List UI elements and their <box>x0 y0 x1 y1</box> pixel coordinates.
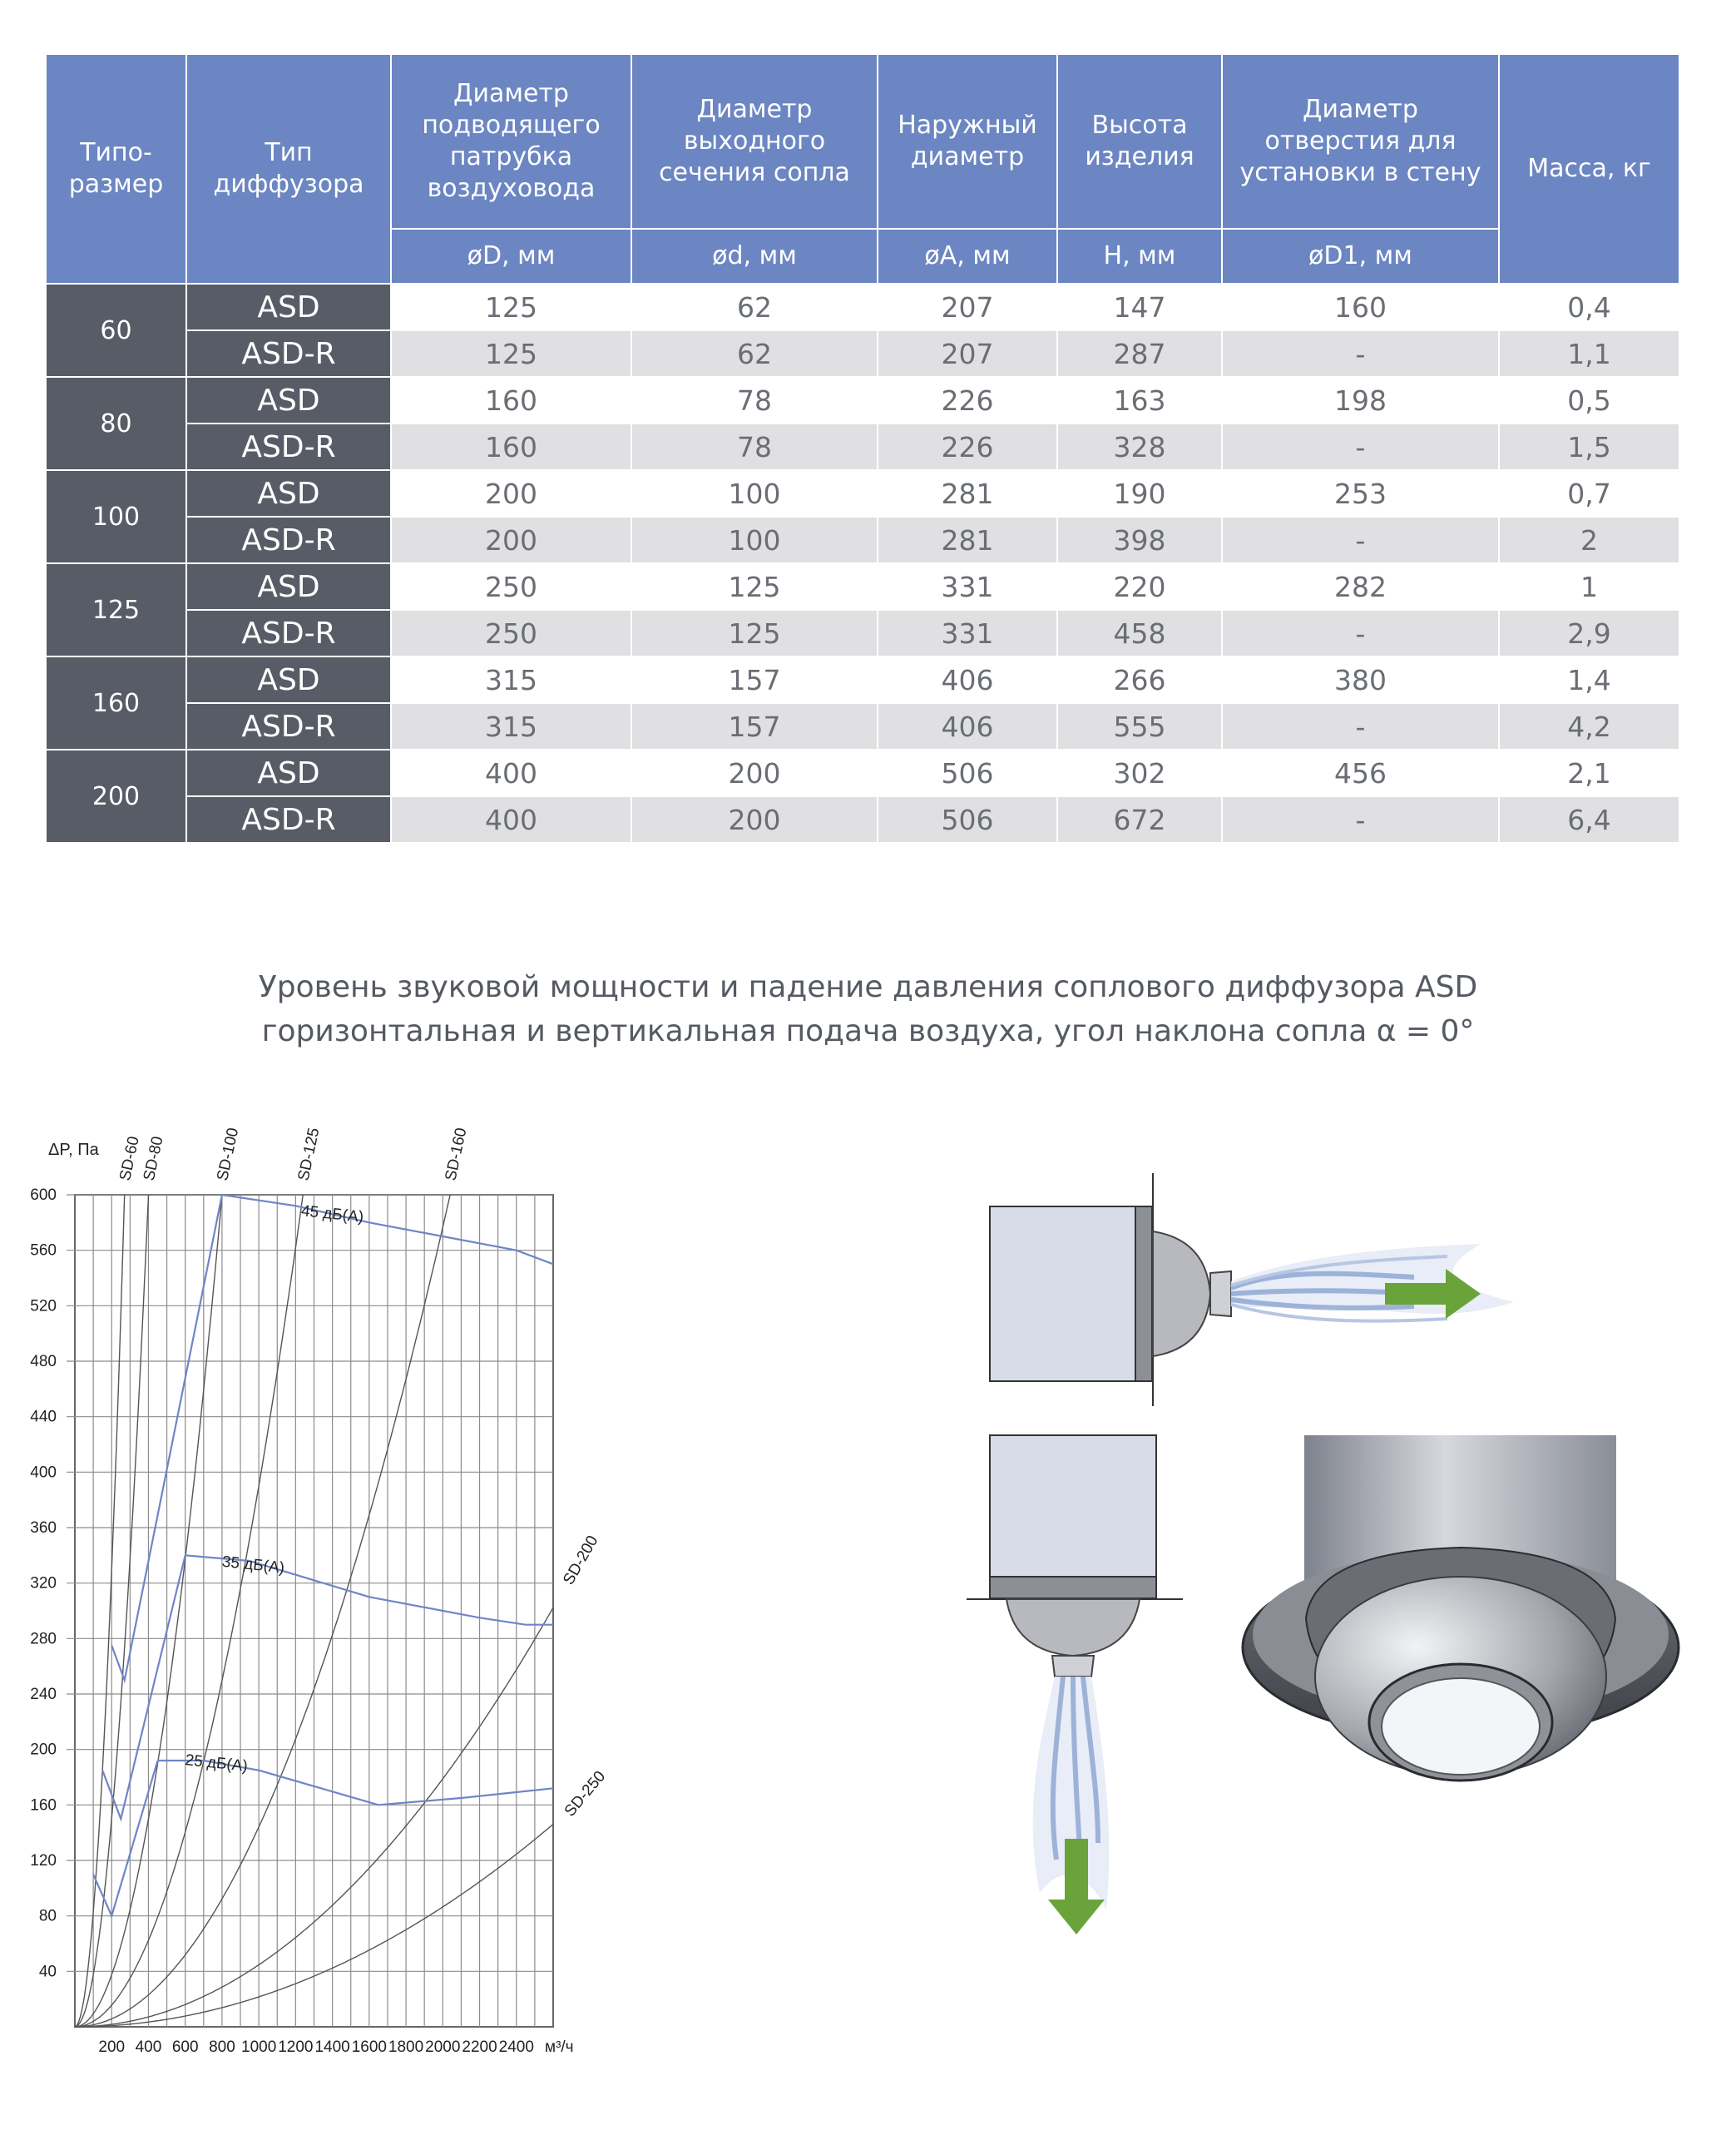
height-cell: 398 <box>1057 517 1222 563</box>
table-row <box>46 750 1679 796</box>
size-curve-label: SD-80 <box>140 1134 167 1183</box>
outlet-cell: 200 <box>631 750 878 796</box>
hole-cell: 380 <box>1222 656 1499 703</box>
inlet-cell: 160 <box>391 424 631 470</box>
header-size: Типо- размер <box>46 54 186 284</box>
x-tick-label: 400 <box>135 2038 162 2056</box>
table-row <box>46 563 1679 610</box>
unit-hole: øD1, мм <box>1222 229 1499 284</box>
mass-cell: 6,4 <box>1499 796 1679 843</box>
header-type: Тип диффузора <box>186 54 391 284</box>
noise-curve-label: 45 дБ(А) <box>299 1202 365 1226</box>
height-cell: 220 <box>1057 563 1222 610</box>
height-cell: 163 <box>1057 377 1222 424</box>
inlet-cell: 250 <box>391 563 631 610</box>
outlet-cell: 100 <box>631 517 878 563</box>
outer-cell: 226 <box>878 377 1057 424</box>
header-outer: Наружный диаметр <box>878 54 1057 229</box>
height-cell: 287 <box>1057 330 1222 377</box>
hole-cell: - <box>1222 703 1499 750</box>
x-tick-label: 2000 <box>425 2038 461 2056</box>
height-cell: 328 <box>1057 424 1222 470</box>
outlet-cell: 62 <box>631 330 878 377</box>
outlet-cell: 78 <box>631 424 878 470</box>
hole-cell: 198 <box>1222 377 1499 424</box>
table-row <box>46 424 1679 470</box>
hole-cell: 456 <box>1222 750 1499 796</box>
diffuser-3d-illustration <box>1231 1427 1697 1893</box>
mass-cell: 0,4 <box>1499 284 1679 330</box>
inlet-cell: 160 <box>391 377 631 424</box>
x-tick-label: 800 <box>209 2038 235 2056</box>
x-axis-label: м³/ч <box>545 2038 574 2056</box>
inlet-cell: 250 <box>391 610 631 656</box>
x-tick-label: 1000 <box>241 2038 277 2056</box>
y-tick-label: 560 <box>30 1241 57 1260</box>
type-cell: ASD <box>186 656 391 703</box>
size-curve-label: SD-100 <box>214 1126 243 1183</box>
size-cell: 160 <box>46 656 186 750</box>
y-tick-label: 280 <box>30 1630 57 1648</box>
table-row <box>46 284 1679 330</box>
mass-cell: 1,4 <box>1499 656 1679 703</box>
size-cell: 100 <box>46 470 186 563</box>
type-cell: ASD-R <box>186 796 391 843</box>
size-cell: 125 <box>46 563 186 656</box>
hole-cell: - <box>1222 424 1499 470</box>
table-row <box>46 796 1679 843</box>
type-cell: ASD-R <box>186 610 391 656</box>
table-row <box>46 517 1679 563</box>
type-cell: ASD <box>186 377 391 424</box>
outer-cell: 506 <box>878 750 1057 796</box>
x-tick-label: 1200 <box>278 2038 314 2056</box>
type-cell: ASD <box>186 470 391 517</box>
unit-height: H, мм <box>1057 229 1222 284</box>
table-row <box>46 610 1679 656</box>
table-row <box>46 377 1679 424</box>
type-cell: ASD-R <box>186 424 391 470</box>
outlet-cell: 78 <box>631 377 878 424</box>
inlet-cell: 125 <box>391 284 631 330</box>
height-cell: 190 <box>1057 470 1222 517</box>
inlet-cell: 200 <box>391 470 631 517</box>
arrow-down-icon <box>1065 1839 1088 1901</box>
mass-cell: 1 <box>1499 563 1679 610</box>
pressure-drop-chart <box>30 1098 865 2130</box>
outer-cell: 207 <box>878 284 1057 330</box>
size-curve-label: SD-250 <box>561 1767 610 1820</box>
hole-cell: 160 <box>1222 284 1499 330</box>
header-mass: Масса, кг <box>1499 54 1679 284</box>
y-tick-label: 200 <box>30 1741 57 1759</box>
outer-cell: 406 <box>878 656 1057 703</box>
y-tick-label: 320 <box>30 1574 57 1593</box>
outlet-cell: 157 <box>631 703 878 750</box>
inlet-cell: 200 <box>391 517 631 563</box>
y-axis-label: ΔP, Па <box>48 1141 99 1159</box>
size-curve-label: SD-160 <box>442 1126 471 1183</box>
mass-cell: 2,1 <box>1499 750 1679 796</box>
y-tick-label: 80 <box>38 1907 57 1925</box>
noise-curve-label: 35 дБ(А) <box>220 1553 285 1578</box>
header-hole: Диаметр отверстия для установки в стену <box>1222 54 1499 229</box>
hole-cell: - <box>1222 796 1499 843</box>
type-cell: ASD-R <box>186 703 391 750</box>
y-tick-label: 400 <box>30 1464 57 1482</box>
outlet-cell: 125 <box>631 563 878 610</box>
y-tick-label: 40 <box>38 1963 57 1981</box>
size-curve-label: SD-125 <box>294 1126 324 1183</box>
outer-cell: 226 <box>878 424 1057 470</box>
outer-cell: 331 <box>878 563 1057 610</box>
y-tick-label: 160 <box>30 1796 57 1815</box>
horizontal-airflow-illustration <box>982 1165 1547 1406</box>
hole-cell: - <box>1222 517 1499 563</box>
y-tick-label: 440 <box>30 1408 57 1426</box>
arrow-right-icon <box>1385 1283 1447 1305</box>
inlet-cell: 400 <box>391 750 631 796</box>
outlet-cell: 125 <box>631 610 878 656</box>
mass-cell: 2,9 <box>1499 610 1679 656</box>
x-tick-label: 1400 <box>314 2038 350 2056</box>
table-row <box>46 330 1679 377</box>
vertical-airflow-illustration <box>965 1427 1214 1943</box>
mass-cell: 0,5 <box>1499 377 1679 424</box>
hole-cell: - <box>1222 330 1499 377</box>
size-curve-label: SD-60 <box>116 1134 143 1183</box>
hole-cell: 282 <box>1222 563 1499 610</box>
unit-outer: øA, мм <box>878 229 1057 284</box>
y-tick-label: 240 <box>30 1686 57 1703</box>
outlet-cell: 62 <box>631 284 878 330</box>
x-tick-label: 200 <box>98 2038 126 2056</box>
y-tick-label: 360 <box>30 1519 57 1537</box>
type-cell: ASD-R <box>186 330 391 377</box>
height-cell: 458 <box>1057 610 1222 656</box>
inlet-cell: 315 <box>391 656 631 703</box>
outlet-cell: 100 <box>631 470 878 517</box>
type-cell: ASD <box>186 284 391 330</box>
size-cell: 60 <box>46 284 186 377</box>
header-height: Высота изделия <box>1057 54 1222 229</box>
mass-cell: 2 <box>1499 517 1679 563</box>
header-inlet: Диаметр подводящего патрубка воздуховода <box>391 54 631 229</box>
mass-cell: 1,5 <box>1499 424 1679 470</box>
type-cell: ASD <box>186 563 391 610</box>
outer-cell: 207 <box>878 330 1057 377</box>
hole-cell: - <box>1222 610 1499 656</box>
size-curve-label: SD-200 <box>560 1533 602 1588</box>
outer-cell: 406 <box>878 703 1057 750</box>
x-tick-label: 1600 <box>351 2038 387 2056</box>
y-tick-label: 480 <box>30 1353 57 1370</box>
inlet-cell: 400 <box>391 796 631 843</box>
height-cell: 302 <box>1057 750 1222 796</box>
outlet-cell: 157 <box>631 656 878 703</box>
inlet-cell: 315 <box>391 703 631 750</box>
outer-cell: 281 <box>878 470 1057 517</box>
outer-cell: 281 <box>878 517 1057 563</box>
outer-cell: 506 <box>878 796 1057 843</box>
hole-cell: 253 <box>1222 470 1499 517</box>
size-cell: 200 <box>46 750 186 843</box>
height-cell: 266 <box>1057 656 1222 703</box>
size-cell: 80 <box>46 377 186 470</box>
unit-inlet: øD, мм <box>391 229 631 284</box>
mass-cell: 0,7 <box>1499 470 1679 517</box>
header-outlet: Диаметр выходного сечения сопла <box>631 54 878 229</box>
height-cell: 555 <box>1057 703 1222 750</box>
y-tick-label: 120 <box>30 1852 57 1870</box>
x-tick-label: 1800 <box>388 2038 424 2056</box>
y-tick-label: 600 <box>30 1186 57 1204</box>
mass-cell: 4,2 <box>1499 703 1679 750</box>
caption-line-1: Уровень звуковой мощности и падение давления соплового диффузора ASD <box>258 970 1478 1004</box>
unit-outlet: ød, мм <box>631 229 878 284</box>
height-cell: 672 <box>1057 796 1222 843</box>
inlet-cell: 125 <box>391 330 631 377</box>
height-cell: 147 <box>1057 284 1222 330</box>
y-tick-label: 520 <box>30 1297 57 1315</box>
specifications-table <box>45 53 1680 844</box>
type-cell: ASD-R <box>186 517 391 563</box>
table-row <box>46 470 1679 517</box>
noise-curve-label: 25 дБ(А) <box>184 1751 249 1776</box>
outlet-cell: 200 <box>631 796 878 843</box>
mass-cell: 1,1 <box>1499 330 1679 377</box>
x-tick-label: 600 <box>171 2038 199 2056</box>
x-tick-label: 2400 <box>498 2038 534 2056</box>
caption-line-2: горизонтальная и вертикальная подача воздуха, угол наклона сопла α = 0° <box>261 1014 1475 1048</box>
table-row <box>46 656 1679 703</box>
outer-cell: 331 <box>878 610 1057 656</box>
table-row <box>46 703 1679 750</box>
type-cell: ASD <box>186 750 391 796</box>
x-tick-label: 2200 <box>462 2038 497 2056</box>
